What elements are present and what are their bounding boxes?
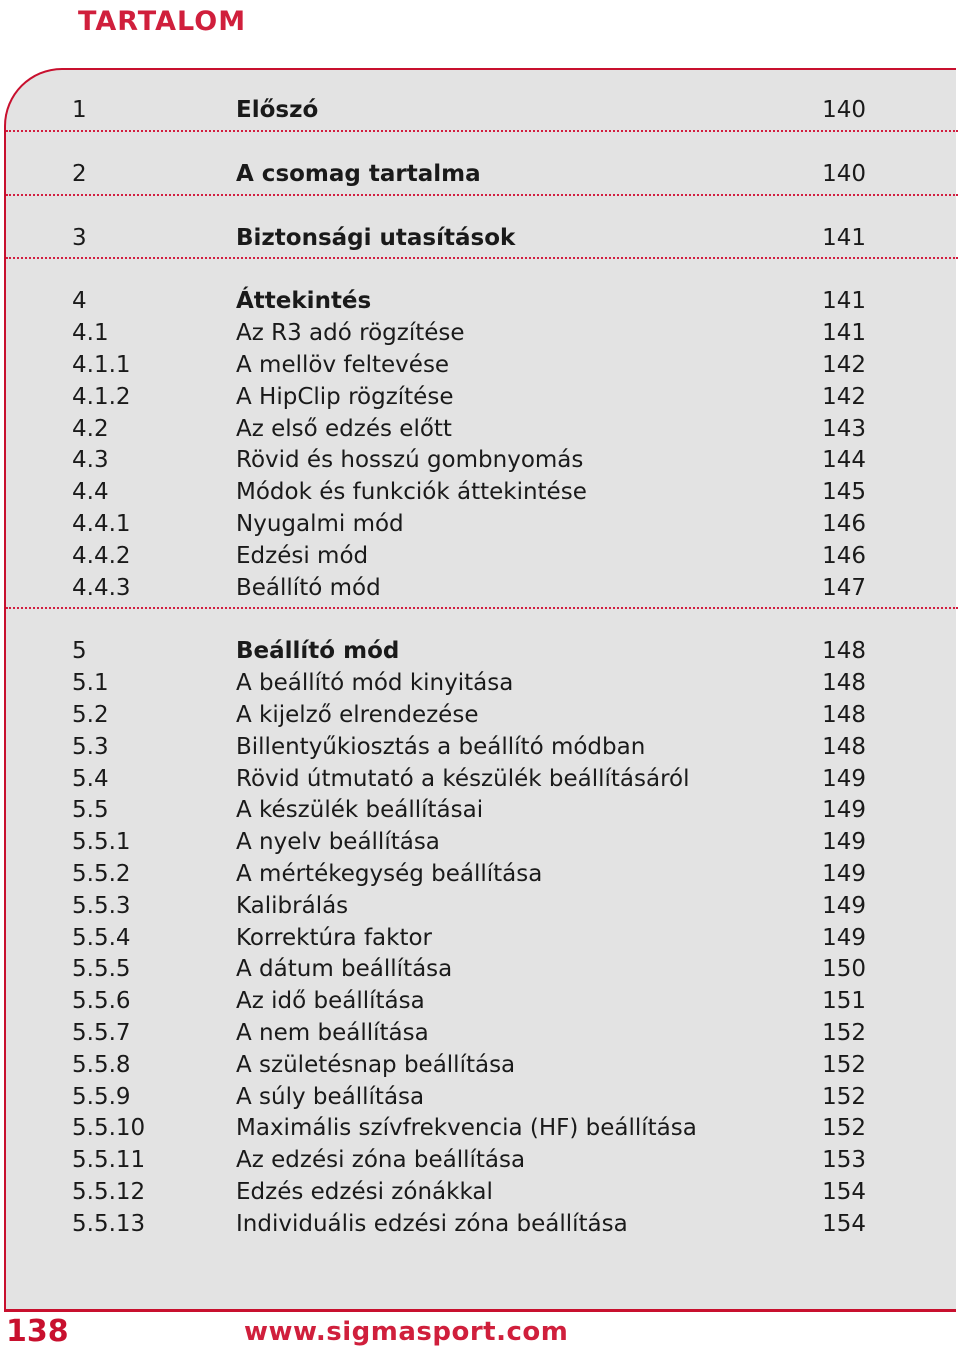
toc-entry[interactable] bbox=[6, 413, 958, 445]
toc-entry-number: 5.5.1 bbox=[72, 829, 131, 856]
toc-entry-title: Előszó bbox=[236, 97, 319, 123]
toc-entry-page: 154 bbox=[822, 1210, 866, 1237]
toc-entry-title: Individuális edzési zóna beállítása bbox=[236, 1210, 628, 1237]
toc-entry-number: 4.1.1 bbox=[72, 352, 131, 378]
toc-entry-number: 5.5.13 bbox=[72, 1210, 146, 1237]
toc-entry[interactable] bbox=[6, 158, 958, 190]
toc-entry-number: 5.1 bbox=[72, 670, 109, 697]
toc-entry-page: 148 bbox=[822, 638, 866, 665]
toc-entry-title: Az edzési zóna beállítása bbox=[236, 1147, 526, 1174]
toc-entry-title: Az idő beállítása bbox=[236, 988, 425, 1015]
toc-entry[interactable] bbox=[6, 794, 958, 826]
toc-entry-number: 4.4.2 bbox=[72, 542, 131, 569]
section-divider bbox=[6, 257, 958, 259]
toc-entry[interactable] bbox=[6, 476, 958, 508]
toc-entry-title: A mértékegység beállítása bbox=[236, 861, 543, 887]
page-number: 138 bbox=[6, 1314, 69, 1349]
toc-entry-number: 5.5.5 bbox=[72, 956, 131, 983]
toc-entry-title: Beállító mód bbox=[236, 638, 400, 665]
toc-entry-number: 5.5 bbox=[72, 797, 109, 824]
toc-entry[interactable] bbox=[6, 699, 958, 731]
toc-entry-page: 152 bbox=[822, 1115, 866, 1142]
toc-entry-number: 5.5.3 bbox=[72, 892, 131, 919]
page-title: TARTALOM bbox=[78, 6, 247, 37]
toc-entry[interactable] bbox=[6, 1176, 958, 1208]
toc-entry-title: Edzés edzési zónákkal bbox=[236, 1179, 493, 1205]
toc-entry-title: Áttekintés bbox=[236, 288, 372, 315]
toc-entry[interactable] bbox=[6, 285, 958, 317]
toc-entry-title: Billentyűkiosztás a beállító módban bbox=[236, 733, 646, 760]
toc-entry-number: 5.5.10 bbox=[72, 1115, 146, 1142]
toc-entry[interactable] bbox=[6, 572, 958, 604]
toc-entry-title: A nyelv beállítása bbox=[236, 829, 440, 856]
toc-entry-number: 5.5.11 bbox=[72, 1147, 146, 1174]
toc-entry-page: 149 bbox=[822, 924, 866, 951]
section-divider bbox=[6, 130, 958, 132]
toc-entry[interactable] bbox=[6, 222, 958, 254]
toc-entry-number: 4.1 bbox=[72, 320, 109, 347]
toc-entry-number: 5 bbox=[72, 638, 87, 665]
toc-entry-page: 141 bbox=[822, 320, 866, 347]
toc-entry-page: 140 bbox=[822, 160, 866, 187]
toc-entry[interactable] bbox=[6, 508, 958, 540]
toc-entry[interactable] bbox=[6, 317, 958, 349]
toc-entry-page: 149 bbox=[822, 765, 866, 792]
toc-entry-title: Maximális szívfrekvencia (HF) beállítása bbox=[236, 1115, 697, 1142]
toc-entry-page: 143 bbox=[822, 415, 866, 442]
toc-entry-number: 1 bbox=[72, 97, 87, 123]
toc-entry-page: 146 bbox=[822, 511, 866, 537]
toc-entry-page: 151 bbox=[822, 988, 866, 1015]
toc-entry[interactable] bbox=[6, 858, 958, 890]
toc-entry-title: A súly beállítása bbox=[236, 1083, 425, 1110]
toc-entry-title: A beállító mód kinyitása bbox=[236, 670, 514, 697]
toc-entry-title: Rövid útmutató a készülék beállításáról bbox=[236, 765, 690, 792]
toc-entry-title: A kijelző elrendezése bbox=[236, 702, 479, 728]
toc-entry-page: 148 bbox=[822, 702, 866, 728]
toc-entry-number: 4.2 bbox=[72, 415, 109, 442]
toc-entry-page: 154 bbox=[822, 1179, 866, 1205]
toc-entry[interactable] bbox=[6, 381, 958, 413]
toc-entry-page: 153 bbox=[822, 1147, 866, 1174]
toc-entry[interactable] bbox=[6, 1081, 958, 1113]
toc-entry-page: 144 bbox=[822, 447, 866, 474]
toc-entry-page: 141 bbox=[822, 288, 866, 315]
section-divider bbox=[6, 194, 958, 196]
toc-panel bbox=[4, 68, 956, 1312]
footer-url[interactable]: www.sigmasport.com bbox=[244, 1317, 569, 1347]
toc-entry-number: 2 bbox=[72, 160, 87, 187]
toc-entry-title: A születésnap beállítása bbox=[236, 1051, 516, 1078]
toc-entry-number: 4 bbox=[72, 288, 87, 315]
toc-entry-title: Edzési mód bbox=[236, 542, 369, 569]
toc-entry-number: 5.3 bbox=[72, 733, 109, 760]
toc-entry-page: 146 bbox=[822, 542, 866, 569]
toc-entry-page: 152 bbox=[822, 1020, 866, 1046]
toc-entry-number: 5.5.7 bbox=[72, 1020, 131, 1046]
toc-entry[interactable] bbox=[6, 1144, 958, 1176]
toc-entry-page: 149 bbox=[822, 861, 866, 887]
toc-entry[interactable] bbox=[6, 1208, 958, 1240]
toc-entry[interactable] bbox=[6, 826, 958, 858]
toc-entry-title: A mellöv feltevése bbox=[236, 352, 450, 378]
toc-entry[interactable] bbox=[6, 1049, 958, 1081]
toc-entry-number: 5.5.2 bbox=[72, 861, 131, 887]
toc-entry-page: 148 bbox=[822, 733, 866, 760]
toc-entry-page: 149 bbox=[822, 797, 866, 824]
toc-entry[interactable] bbox=[6, 922, 958, 954]
toc-entry-number: 5.5.6 bbox=[72, 988, 131, 1015]
toc-entry-page: 142 bbox=[822, 352, 866, 378]
toc-entry-number: 4.3 bbox=[72, 447, 109, 474]
toc-entry-page: 141 bbox=[822, 224, 866, 251]
toc-entry[interactable] bbox=[6, 1017, 958, 1049]
toc-entry-page: 142 bbox=[822, 383, 866, 410]
toc-entry[interactable] bbox=[6, 540, 958, 572]
section-divider bbox=[6, 607, 958, 609]
toc-entry-title: A HipClip rögzítése bbox=[236, 383, 454, 410]
toc-entry-number: 3 bbox=[72, 224, 87, 251]
toc-entry-title: A nem beállítása bbox=[236, 1020, 429, 1046]
toc-entry[interactable] bbox=[6, 667, 958, 699]
toc-entry[interactable] bbox=[6, 953, 958, 985]
toc-entry-title: A csomag tartalma bbox=[236, 160, 481, 187]
toc-entry[interactable] bbox=[6, 763, 958, 795]
toc-entry-title: Beállító mód bbox=[236, 574, 381, 601]
toc-entry-title: Nyugalmi mód bbox=[236, 511, 404, 537]
toc-entry-title: Az R3 adó rögzítése bbox=[236, 320, 465, 347]
toc-entry[interactable] bbox=[6, 1112, 958, 1144]
toc-entry-number: 5.5.8 bbox=[72, 1051, 131, 1078]
toc-entry-number: 4.1.2 bbox=[72, 383, 131, 410]
toc-entry-title: Rövid és hosszú gombnyomás bbox=[236, 447, 584, 474]
toc-entry-title: Biztonsági utasítások bbox=[236, 224, 516, 251]
toc-entry[interactable] bbox=[6, 731, 958, 763]
toc-entry-page: 148 bbox=[822, 670, 866, 697]
toc-entry-title: A dátum beállítása bbox=[236, 956, 453, 983]
toc-entry-number: 5.2 bbox=[72, 702, 109, 728]
toc-entry-number: 4.4.1 bbox=[72, 511, 131, 537]
toc-entry-page: 150 bbox=[822, 956, 866, 983]
toc-entry-title: Módok és funkciók áttekintése bbox=[236, 479, 587, 506]
toc-entry-title: Az első edzés előtt bbox=[236, 415, 452, 442]
toc-entry[interactable] bbox=[6, 890, 958, 922]
toc-entry-page: 149 bbox=[822, 829, 866, 856]
toc-entry-number: 5.5.12 bbox=[72, 1179, 146, 1205]
toc-entry-number: 4.4.3 bbox=[72, 574, 131, 601]
toc-entry-page: 152 bbox=[822, 1083, 866, 1110]
toc-entry[interactable] bbox=[6, 635, 958, 667]
toc-entry-number: 5.5.4 bbox=[72, 924, 131, 951]
toc-entry-page: 149 bbox=[822, 892, 866, 919]
toc-entry-number: 4.4 bbox=[72, 479, 109, 506]
toc-entry-title: A készülék beállításai bbox=[236, 797, 484, 824]
toc-entry-number: 5.4 bbox=[72, 765, 109, 792]
toc-entry[interactable] bbox=[6, 444, 958, 476]
toc-entry-page: 147 bbox=[822, 574, 866, 601]
toc-entry-page: 152 bbox=[822, 1051, 866, 1078]
toc-entry-title: Kalibrálás bbox=[236, 892, 349, 919]
toc-entry[interactable] bbox=[6, 985, 958, 1017]
toc-entry-page: 140 bbox=[822, 97, 866, 123]
toc-entry-number: 5.5.9 bbox=[72, 1083, 131, 1110]
toc-entry-title: Korrektúra faktor bbox=[236, 924, 432, 951]
toc-entry[interactable] bbox=[6, 94, 958, 126]
toc-entry[interactable] bbox=[6, 349, 958, 381]
toc-entry-page: 145 bbox=[822, 479, 866, 506]
